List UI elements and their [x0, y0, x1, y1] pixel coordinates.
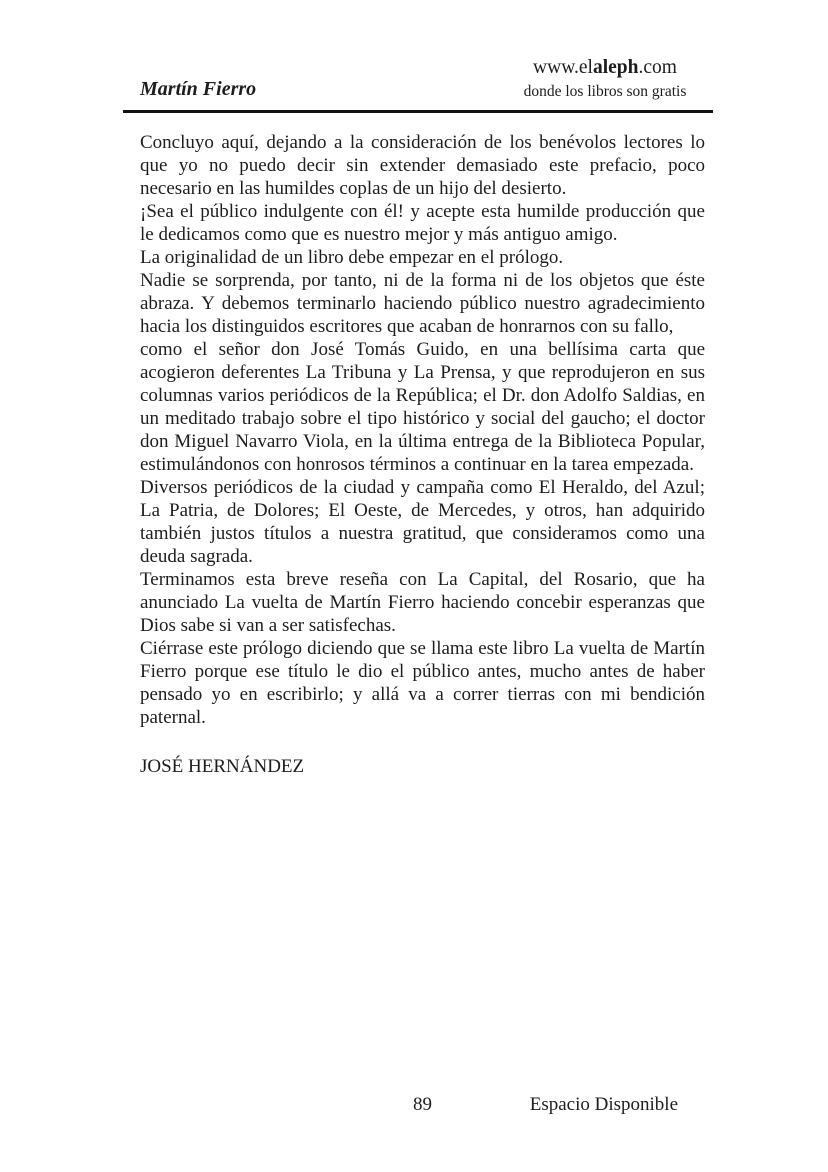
site-url-bold: aleph — [592, 57, 639, 78]
site-header — [440, 56, 770, 102]
page-number: 89 — [413, 1094, 432, 1115]
paragraph: ¡Sea el público indulgente con él! y acepte esta humilde producción que le dedicamos como que es nuestro mejor y más antiguo amigo. — [140, 201, 705, 245]
header-rule — [123, 110, 713, 113]
paragraph: Ciérrase este prólogo diciendo que se llama este libro La vuelta de Martín Fierro porque ese título le dio el público antes, mucho antes de haber pensado yo en escribirlo; y allá va a correr tierras con mi bendición paternal. — [140, 638, 705, 728]
page-footer — [140, 1093, 705, 1117]
page-body — [140, 131, 705, 778]
footer-note: Espacio Disponible — [529, 1094, 678, 1115]
site-url — [440, 56, 770, 80]
site-url-suffix: .com — [638, 57, 677, 78]
paragraph: Terminamos esta breve reseña con La Capital, del Rosario, que ha anunciado La vuelta de Martín Fierro haciendo concebir esperanzas que Dios sabe si van a ser satisfechas. — [140, 569, 705, 636]
paragraph: Diversos periódicos de la ciudad y campaña como El Heraldo, del Azul; La Patria, de Dolores; El Oeste, de Mercedes, y otros, han adquirido también justos títulos a nuestra gratitud, que consideramos como una deuda sagrada. — [140, 477, 705, 567]
paragraph: Concluyo aquí, dejando a la consideración de los benévolos lectores lo que yo no puedo decir sin extender demasiado este prefacio, poco necesario en las humildes coplas de un hijo del desierto. — [140, 132, 705, 199]
running-header-book-title: Martín Fierro — [140, 78, 257, 100]
paragraph: como el señor don José Tomás Guido, en una bellísima carta que acogieron deferentes La Tribuna y La Prensa, y que reprodujeron en sus columnas varios periódicos de la República; el Dr. don Adolfo Saldias, en un meditado trabajo sobre el tipo histórico y social del gaucho; el doctor don Miguel Navarro Viola, en la última entrega de la Biblioteca Popular, estimulándonos con honrosos términos a continuar en la tarea empezada. — [140, 339, 705, 475]
paragraph: La originalidad de un libro debe empezar en el prólogo. — [140, 247, 564, 268]
site-tagline: donde los libros son gratis — [523, 83, 687, 100]
site-url-prefix: www.el — [533, 57, 593, 78]
author-signature: JOSÉ HERNÁNDEZ — [140, 756, 305, 777]
paragraph: Nadie se sorprenda, por tanto, ni de la forma ni de los objetos que éste abraza. Y debemos terminarlo haciendo público nuestro agradecimiento hacia los distinguidos escritores que acaban de honrarnos con su fallo, — [140, 270, 705, 337]
